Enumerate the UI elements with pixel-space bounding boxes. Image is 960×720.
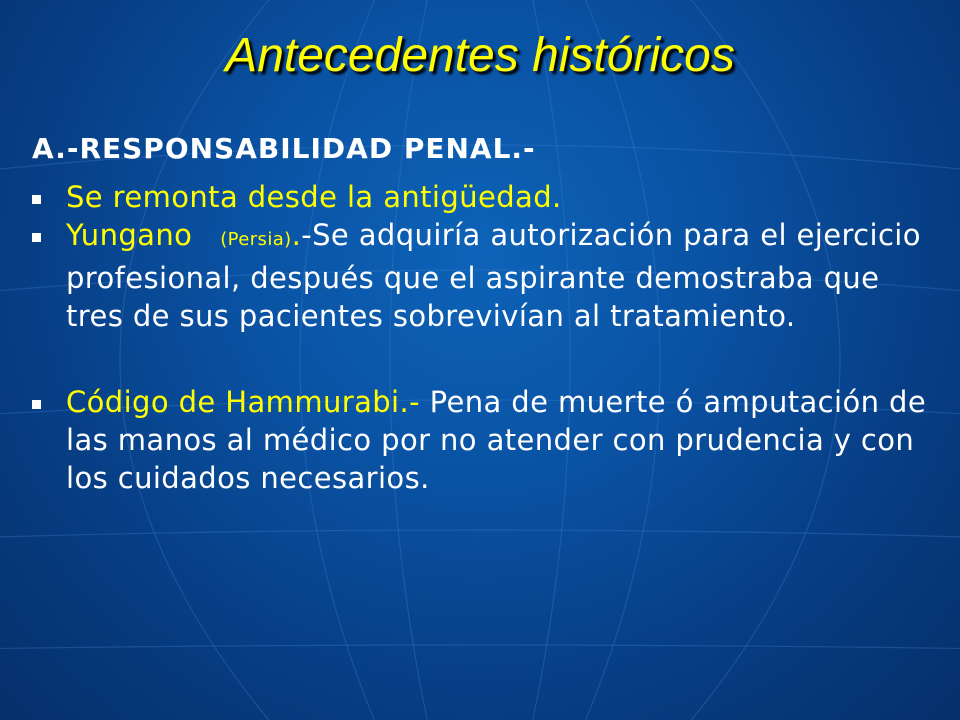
bullet-text: Pena de muerte ó amputación de las manos al médico por no atender con prudencia y con los cuidados necesarios. — [66, 385, 927, 495]
square-bullet-icon — [32, 233, 41, 242]
bullet-highlight: Se remonta desde la antigüedad. — [66, 180, 562, 214]
bullet-text: -Se adquiría autorización para el ejercicio profesional, después que el aspirante demostraba que tres de sus pacientes sobrevivían al tratamiento. — [66, 218, 921, 333]
bullet-highlight: Código de Hammurabi.- — [66, 385, 420, 419]
section-heading: A.-RESPONSABILIDAD PENAL.- — [32, 132, 536, 165]
bullet-item-antiguedad — [30, 178, 930, 216]
square-bullet-icon — [32, 195, 41, 204]
bullet-note: (Persia) — [220, 229, 292, 250]
bullet-highlight-suffix: . — [291, 218, 302, 252]
slide-title: Antecedentes históricos — [225, 29, 735, 82]
bullet-item-hammurabi — [30, 383, 930, 497]
bullet-highlight: Yungano — [66, 218, 193, 252]
bullet-list — [30, 178, 930, 497]
square-bullet-icon — [32, 400, 41, 409]
bullet-item-yungano — [30, 216, 930, 335]
